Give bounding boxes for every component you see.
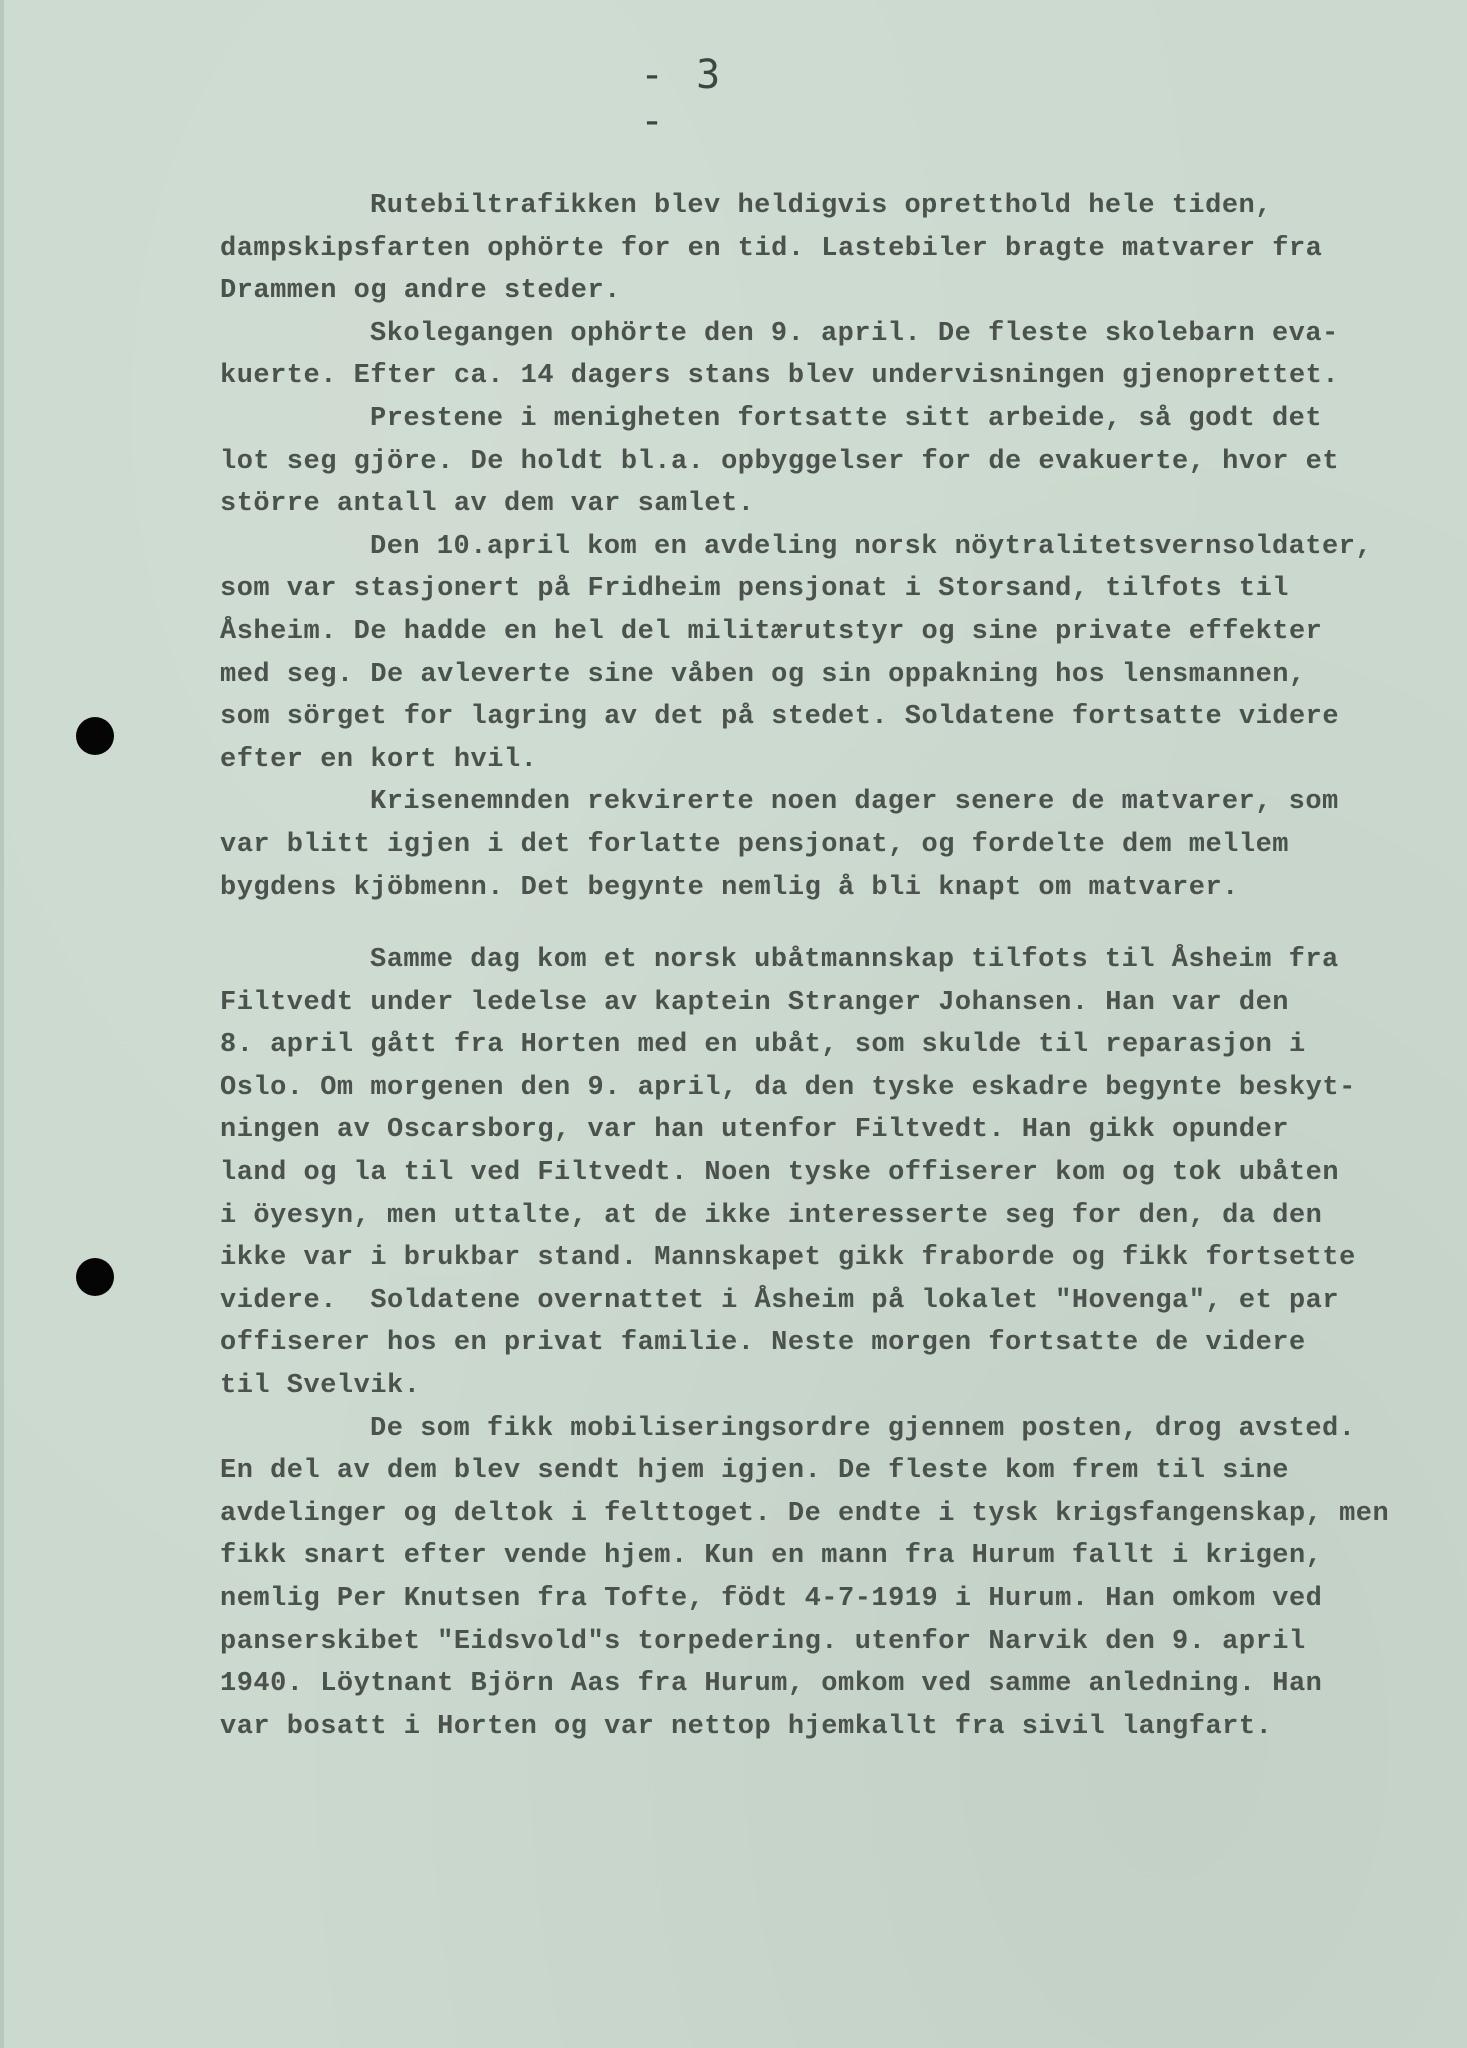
text-line: Samme dag kom et norsk ubåtmannskap tilfots til Åsheim fra <box>370 945 1339 976</box>
text-line: De som fikk mobiliseringsordre gjennem posten, drog avsted. <box>370 1413 1356 1444</box>
text-line: 1940. Löytnant Björn Aas fra Hurum, omkom ved samme anledning. Han <box>220 1669 1323 1700</box>
text-line: Filtvedt under ledelse av kaptein Stranger Johansen. Han var den <box>220 987 1289 1018</box>
typewritten-text <box>220 185 1420 1748</box>
text-line: lot seg gjöre. De holdt bl.a. opbyggelser for de evakuerte, hvor et <box>220 446 1340 477</box>
text-line: Rutebiltrafikken blev heldigvis opretthold hele tiden, <box>370 191 1272 221</box>
text-line: panserskibet "Eidsvold"s torpedering. utenfor Narvik den 9. april <box>220 1626 1306 1657</box>
text-line: avdelinger og deltok i felttoget. De endte i tysk krigsfangenskap, men <box>220 1498 1390 1529</box>
text-line: Skolegangen ophörte den 9. april. De fleste skolebarn eva- <box>370 318 1339 349</box>
text-line: til Svelvik. <box>220 1371 421 1402</box>
text-line: var bosatt i Horten og var nettop hjemkallt fra sivil langfart. <box>220 1711 1273 1742</box>
text-line: offiserer hos en privat familie. Neste morgen fortsatte de videre <box>220 1328 1306 1359</box>
text-line: som sörget for lagring av det på stedet. Soldatene fortsatte videre <box>220 702 1340 733</box>
text-line: Åsheim. De hadde en hel del militærutstyr og sine private effekter <box>220 616 1323 647</box>
page-edge <box>0 0 4 2048</box>
text-line: Drammen og andre steder. <box>220 276 621 307</box>
text-line: dampskipsfarten ophörte for en tid. Lastebiler bragte matvarer fra <box>220 233 1323 264</box>
punch-hole <box>76 717 114 755</box>
text-line: Krisenemnden rekvirerte noen dager senere de matvarer, som <box>370 787 1339 818</box>
text-line: efter en kort hvil. <box>220 744 538 775</box>
text-line: 8. april gått fra Horten med en ubåt, som skulde til reparasjon i <box>220 1030 1306 1061</box>
text-line: Den 10.april kom en avdeling norsk nöytralitetsvernsoldater, <box>370 531 1373 562</box>
text-line: videre. Soldatene overnattet i Åsheim på lokalet "Hovenga", et par <box>220 1285 1340 1316</box>
text-line: En del av dem blev sendt hjem igjen. De fleste kom frem til sine <box>220 1456 1289 1487</box>
punch-hole <box>76 1258 114 1296</box>
text-line: bygdens kjöbmenn. Det begynte nemlig å bli knapt om matvarer. <box>220 872 1239 903</box>
text-line: Prestene i menigheten fortsatte sitt arbeide, så godt det <box>370 403 1323 434</box>
paragraph-gap <box>220 909 1420 939</box>
text-line: Oslo. Om morgenen den 9. april, da den tyske eskadre begynte beskyt- <box>220 1072 1356 1103</box>
text-line: fikk snart efter vende hjem. Kun en mann fra Hurum fallt i krigen, <box>220 1541 1323 1572</box>
page-number: - 3 - <box>640 52 725 144</box>
text-line: kuerte. Efter ca. 14 dagers stans blev undervisningen gjenoprettet. <box>220 361 1340 392</box>
text-line: var blitt igjen i det forlatte pensjonat, og fordelte dem mellem <box>220 829 1289 860</box>
text-line: i öyesyn, men uttalte, at de ikke interesserte seg for den, da den <box>220 1200 1323 1231</box>
text-line: land og la til ved Filtvedt. Noen tyske offiserer kom og tok ubåten <box>220 1158 1340 1189</box>
text-line: nemlig Per Knutsen fra Tofte, födt 4-7-1919 i Hurum. Han omkom ved <box>220 1584 1323 1614</box>
text-line: ikke var i brukbar stand. Mannskapet gikk fraborde og fikk fortsette <box>220 1243 1356 1274</box>
text-line: som var stasjonert på Fridheim pensjonat i Storsand, tilfots til <box>220 574 1289 605</box>
text-line: större antall av dem var samlet. <box>220 489 755 520</box>
text-line: ningen av Oscarsborg, var han utenfor Filtvedt. Han gikk opunder <box>220 1115 1289 1146</box>
text-line: med seg. De avleverte sine våben og sin oppakning hos lensmannen, <box>220 659 1306 690</box>
